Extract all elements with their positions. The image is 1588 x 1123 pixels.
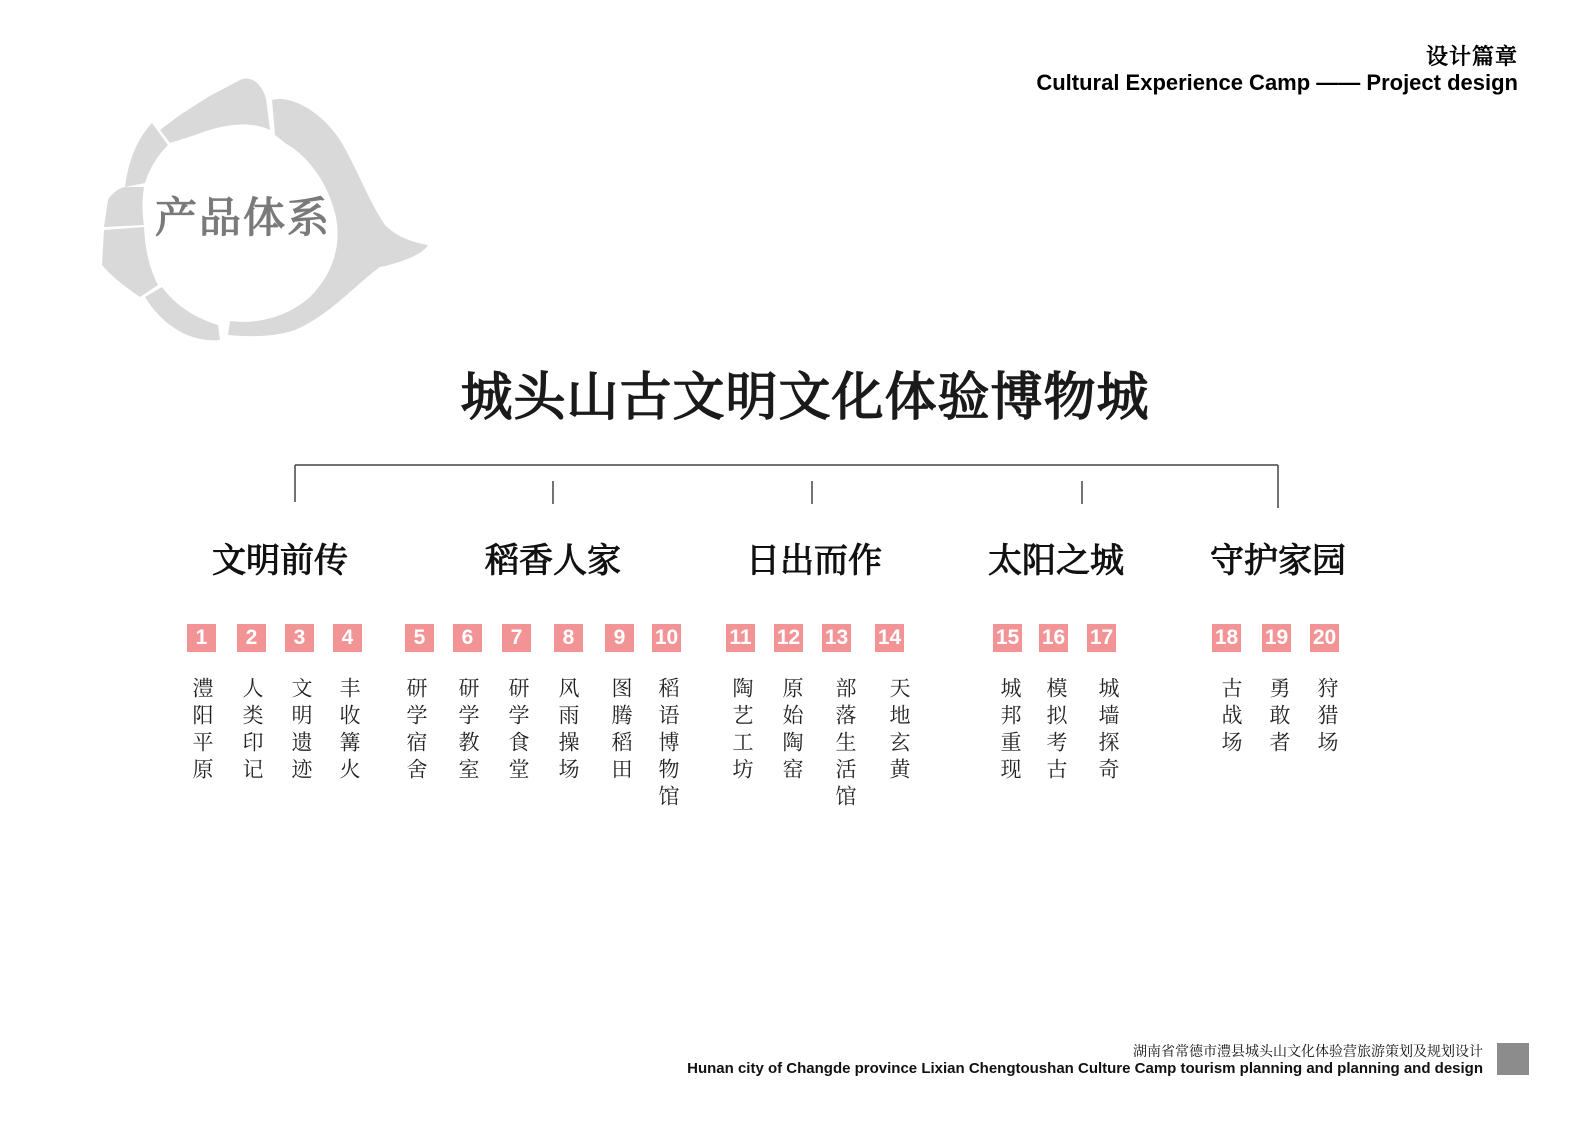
item-number-badge: 13 bbox=[822, 624, 851, 652]
item-label: 狩猎场 bbox=[1315, 677, 1339, 758]
item-label: 人类印记 bbox=[240, 677, 264, 785]
item-number-badge: 20 bbox=[1310, 624, 1339, 652]
item-label: 城墙探奇 bbox=[1096, 677, 1120, 785]
item-number-badge: 15 bbox=[993, 624, 1022, 652]
item-number-badge: 2 bbox=[237, 624, 266, 652]
item-label: 城邦重现 bbox=[998, 677, 1022, 785]
footer-page-marker bbox=[1497, 1043, 1529, 1075]
item-label: 模拟考古 bbox=[1044, 677, 1068, 785]
item-label: 研学食堂 bbox=[506, 677, 530, 785]
section-title-en: Cultural Experience Camp —— Project design bbox=[1036, 70, 1518, 95]
item-label: 研学宿舍 bbox=[404, 677, 428, 785]
item-label: 天地玄黄 bbox=[887, 677, 911, 785]
item-number-badge: 11 bbox=[726, 624, 755, 652]
item-label: 澧阳平原 bbox=[190, 677, 214, 785]
item-number-badge: 17 bbox=[1087, 624, 1116, 652]
item-label: 丰收篝火 bbox=[337, 677, 361, 785]
item-label: 陶艺工坊 bbox=[730, 677, 754, 785]
main-title: 城头山古文明文化体验博物城 bbox=[460, 368, 1150, 428]
item-number-badge: 1 bbox=[187, 624, 216, 652]
item-label: 古战场 bbox=[1219, 677, 1243, 758]
item-number-badge: 19 bbox=[1262, 624, 1291, 652]
item-number-badge: 4 bbox=[333, 624, 362, 652]
product-system-badge-title: 产品体系 bbox=[155, 193, 332, 242]
item-number-badge: 8 bbox=[554, 624, 583, 652]
footer-project-name-cn: 湖南省常德市澧县城头山文化体验营旅游策划及规划设计 bbox=[1133, 1044, 1483, 1060]
category-title-2: 稻香人家 bbox=[485, 541, 621, 581]
item-label: 原始陶窑 bbox=[780, 677, 804, 785]
item-label: 文明遗迹 bbox=[289, 677, 313, 785]
item-label: 部落生活馆 bbox=[833, 677, 857, 812]
item-number-badge: 18 bbox=[1212, 624, 1241, 652]
footer-project-name-en: Hunan city of Changde province Lixian Chengtoushan Culture Camp tourism planning and planning and design bbox=[687, 1060, 1483, 1077]
item-number-badge: 12 bbox=[774, 624, 803, 652]
category-title-3: 日出而作 bbox=[746, 541, 882, 581]
item-label: 稻语博物馆 bbox=[656, 677, 680, 812]
item-number-badge: 10 bbox=[652, 624, 681, 652]
category-title-1: 文明前传 bbox=[212, 541, 348, 581]
item-number-badge: 9 bbox=[605, 624, 634, 652]
item-label: 勇敢者 bbox=[1267, 677, 1291, 758]
item-label: 风雨操场 bbox=[556, 677, 580, 785]
item-label: 图腾稻田 bbox=[609, 677, 633, 785]
item-number-badge: 5 bbox=[405, 624, 434, 652]
item-number-badge: 3 bbox=[285, 624, 314, 652]
section-title-cn: 设计篇章 bbox=[1425, 45, 1518, 70]
item-number-badge: 7 bbox=[502, 624, 531, 652]
item-label: 研学教室 bbox=[456, 677, 480, 785]
category-title-5: 守护家园 bbox=[1210, 541, 1346, 581]
item-number-badge: 6 bbox=[453, 624, 482, 652]
item-number-badge: 14 bbox=[875, 624, 904, 652]
item-number-badge: 16 bbox=[1039, 624, 1068, 652]
category-title-4: 太阳之城 bbox=[988, 541, 1124, 581]
